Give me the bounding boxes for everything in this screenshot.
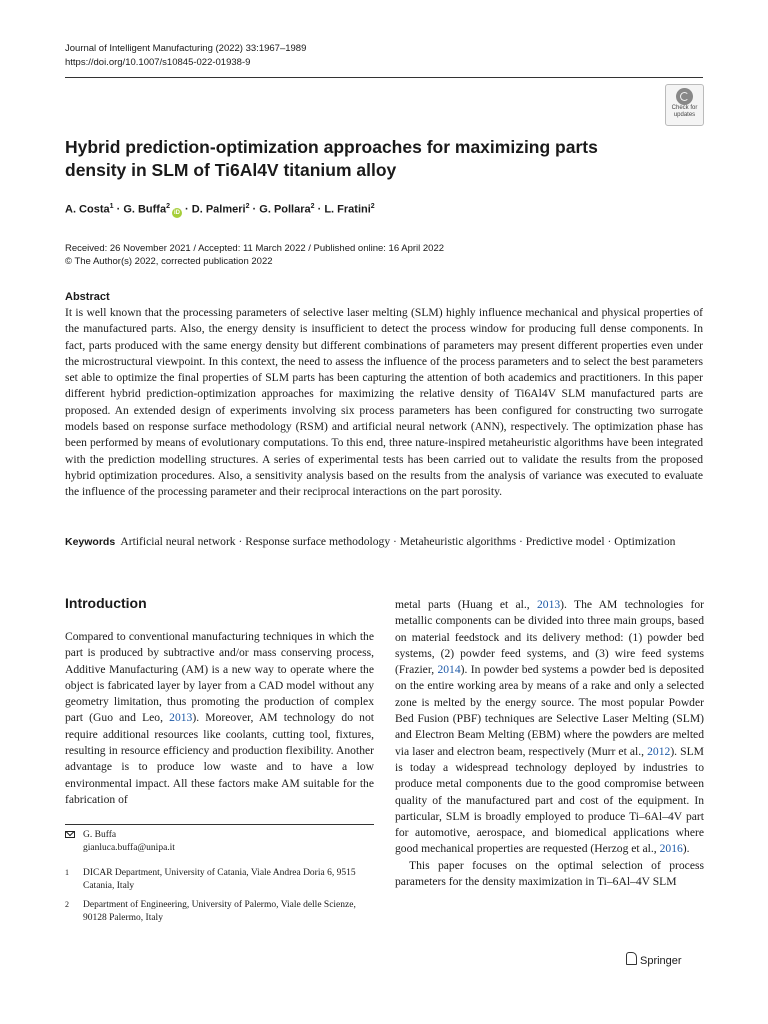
affiliation-number: 1 [65, 868, 69, 877]
paper-title: Hybrid prediction-optimization approaches for maximizing parts density in SLM of Ti6Al4V titanium alloy [65, 137, 598, 180]
contact-email[interactable]: gianluca.buffa@unipa.it [83, 842, 175, 853]
journal-citation: Journal of Intelligent Manufacturing (2022) 33:1967–1989 [65, 43, 307, 54]
affiliation-text: Department of Engineering, University of Palermo, Viale delle Scienze, 90128 Palermo, Italy [83, 900, 356, 923]
author-affiliation: 1 [109, 203, 114, 210]
citation-link[interactable]: 2014 [437, 663, 461, 677]
author-name[interactable]: A. Costa [65, 203, 110, 216]
text-run: ). The AM technologies for metallic components can be divided into three main groups, based on material feedstock and its delivery method: (1) powder bed systems, (2) powder feed systems, and (3) wire feed systems (Frazier, [395, 598, 704, 677]
text-run: Compared to conventional manufacturing techniques in which the part is produced by subtractive and/or mass conserving process, Additive Manufacturing (AM) is a new way to operate where the object is fabricated layer by layer from a CAD model without any geometry limitation, thus promoting the production of complex part (Guo and Leo, [65, 630, 374, 725]
affiliation-number: 2 [65, 900, 69, 909]
introduction-heading: Introduction [65, 595, 147, 611]
body-column-right [395, 597, 704, 890]
author-affiliation: 2 [166, 203, 170, 210]
publisher-name: Springer [640, 955, 682, 967]
keywords [65, 534, 703, 550]
text-run: ). Moreover, AM technology do not require additional resources like coolants, cutting tool, fixtures, resulting in resource efficiency and production flexibility. Another advantage is to produce low waste and to have a low environmental impact. All these factors make AM suitable for the fabrication of [65, 711, 375, 806]
citation-link[interactable]: 2016 [659, 842, 683, 856]
abstract-heading: Abstract [65, 291, 110, 303]
citation-link[interactable]: 2012 [647, 744, 671, 758]
citation-link[interactable]: 2013 [169, 711, 193, 725]
paragraph [395, 597, 704, 858]
envelope-icon [65, 831, 75, 838]
header-divider [65, 77, 703, 78]
author-affiliation: 2 [245, 203, 250, 210]
history-dates: Received: 26 November 2021 / Accepted: 11 March 2022 / Published online: 16 April 2022 [65, 243, 445, 254]
paragraph [65, 629, 374, 808]
author-name[interactable]: L. Fratini [324, 203, 371, 216]
text-run: ). SLM is today a widespread technology deployed by industries to produce metal components due to the good compromise between quality of the manufactured part and cost of the equipment. In particular, SLM is broadly employed to produce Ti–6Al–4V part for automotive, aerospace, and biomedical applications where good mechanical properties are requested (Herzog et al., [395, 744, 704, 856]
update-icon [676, 88, 693, 105]
affiliation-text: DICAR Department, University of Catania, Viale Andrea Doria 6, 9515 Catania, Italy [83, 868, 356, 891]
author-list: A. Costa$^1$ · G. Buffa$^2$iD · D. Palmeri$^2$ · G. Pollara$^2$ · L. Fratini$^2$ [65, 203, 375, 216]
author-name[interactable]: G. Pollara [259, 203, 311, 216]
footnote-divider [65, 824, 374, 825]
author-affiliation: 2 [370, 203, 375, 210]
author-name[interactable]: D. Palmeri [191, 203, 246, 216]
body-column-left [65, 629, 374, 808]
check-for-updates-badge[interactable] [665, 84, 704, 126]
orcid-icon[interactable]: iD [174, 209, 180, 216]
journal-header [65, 42, 306, 70]
doi-link[interactable]: https://doi.org/10.1007/s10845-022-01938-9 [65, 57, 251, 68]
badge-line-2: updates [673, 112, 696, 118]
publisher-logo [626, 952, 682, 967]
keywords-text: Artificial neural network · Response surface methodology · Metaheuristic algorithms · Predictive model · Optimization [120, 535, 676, 548]
contact-name: G. Buffa [83, 830, 117, 840]
abstract-text: It is well known that the processing parameters of selective laser melting (SLM) highly influence mechanical and physical properties of the manufactured parts. Also, the energy density is insufficient to detect the process window for producing full dense components. In fact, parts produced with the same energy density but different combinations of parameters may present different properties even under the microstructural viewpoint. In this context, the need to assess the influence of the process parameters and to select the best parameters set able to optimize the final properties of SLM parts has been capturing the attention of both academics and practitioners. In this paper different hybrid prediction-optimization approaches for maximizing the relative density of Ti6Al4V SLM manufactured parts are proposed. An extended design of experiments involving six process parameters has been configured for constructing two surrogate models based on response surface methodology (RSM) and artificial neural network (ANN), respectively. The optimization phase has been performed by means of evolutionary computations. To this end, three nature-inspired metaheuristic algorithms have been integrated with the prediction modelling structures. A series of experimental tests has been carried out to validate the results from the proposed hybrid optimization procedures. Also, a sensitivity analysis based on the results from the analysis of variance was executed to evaluate the influence of the processing parameter and their reciprocal interactions on the part porosity. [65, 306, 703, 499]
text-run: ). In powder bed systems a powder bed is deposited on the entire working area by means of a rake and only a selected zone is melted by the energy source. The most popular Powder Bed Fusion (PBF) techniques are Selective Laser Melting (SLM) and Electron Beam Melting (EBM) where the powders are melted via laser and electron beam, respectively (Murr et al., [395, 663, 704, 758]
keywords-label: Keywords [65, 536, 116, 548]
publication-dates [65, 242, 444, 268]
author-affiliation: 2 [310, 203, 315, 210]
badge-line-1: Check for [671, 105, 698, 111]
author-name[interactable]: G. Buffa [123, 203, 167, 216]
paragraph: This paper focuses on the optimal selection of process parameters for the density maximization in Ti–6Al–4V SLM [395, 858, 704, 889]
text-run: metal parts (Huang et al., [395, 598, 537, 611]
citation-link[interactable]: 2013 [536, 598, 561, 611]
text-run: ). [682, 842, 690, 856]
springer-horse-icon [626, 952, 637, 965]
copyright: © The Author(s) 2022, corrected publication 2022 [65, 256, 273, 267]
